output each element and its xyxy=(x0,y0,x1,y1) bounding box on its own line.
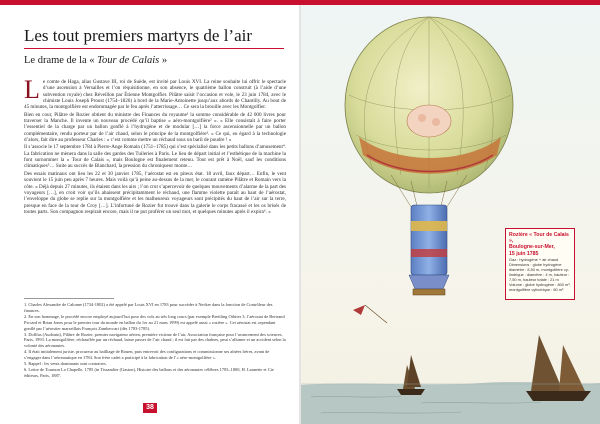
montgolfiere-cylinder xyxy=(411,205,447,275)
paragraph-text: e comte de Haga, alias Gustave III, roi de Suède, est invité par Louis XVI. La reine souhaite lui offrir le spectacle d’une ascension à Versailles et l’on réquisitionne, en son absence, le quatrième ballon construit (à l’aide d’une subvention royale) chez Réveillon par Étienne Montgolfier. Pilâtre saisit l’occasion et vole, le 23 juin 1784, avec le chimiste Louis Joseph Proust (1754–1826) à bord de la Marie-Antoinette jusqu’aux abords de Chantilly. Au bout de 45 minutes, la montgolfière est endommagée par le feu après l’atterrissage… Ce sera la brouille avec les Montgolfier. xyxy=(24,79,286,111)
article-body xyxy=(24,75,286,216)
caption-line: 7,50 m, hauteur totale : 21 m xyxy=(509,276,559,282)
cherub-medallion xyxy=(407,105,451,137)
section-subtitle xyxy=(24,55,167,66)
caption-box xyxy=(505,228,575,300)
subtitle-suffix: » xyxy=(159,55,168,66)
cherub-figure xyxy=(432,118,440,126)
subtitle-italic: Tour de Calais xyxy=(97,55,160,66)
page-title: Les tout premiers martyrs de l’air xyxy=(24,26,253,45)
footnote: 1. Charles Alexandre de Calonne (1734-1802) a été appelé par Louis XVI en 1783 pour succéder à Necker dans la fonction de Contrôleur des finances. xyxy=(24,302,273,313)
cylinder-skirt xyxy=(409,275,449,289)
caption-title: Rozière « Tour de Calais », xyxy=(509,232,569,245)
caption-title: Boulogne-sur-Mer, xyxy=(509,244,555,251)
footnote: 2. En son hommage, le procédé encore employé aujourd’hui pour des vols au très long cours (par exemple Breitling Orbiter 3, l’aérostat de Bertrand Piccard et Brian Jones pour le premier tour du monde en ballon du 1er au 21 mars 1999) est appelé aussi « rozière ». Cet aérostat est cependant gonflé par l’aérostier marseillais François Zambeccari (dès 1783-1785). xyxy=(24,313,285,331)
cherub-figure xyxy=(418,114,426,122)
caption-line: diamètre : 8,50 m, montgolfière cy- xyxy=(509,266,570,272)
paragraph: Des essais matinaux ont lieu les 22 et 30 janvier 1785, l’aérostat est en piteux état. 18 avril, faux départ… Enfin, le vent souvient le 15 juin peu après 7 heures. Mais voilà qu’à peine au-dessus de la mer, le courant ramène Pilâtre et Romain vers la côte. « Déjà depuis 27 minutes, ils étaient dans les airs ; l’on crut s’apercevoir de quelques mouvements d’alarme de la part des voyageurs […], en croit voir qu’ils abaissent précipitamment le réchaud, une flamme violette paraît au haut de l’aérostat, l’enveloppe du globe se replie sur la montgolfière et les malheureux voyageurs sont précipités du haut de l’air sur la terre, presque en face de la tour de Croy […]. L’infortuné de Rozier fut trouvé dans la galerie le corps fracassé et les os brisés de toutes parts. Son compagnon respirait encore, mais il ne put proférer un seul mot, et quelques minutes après il expira⁶. » xyxy=(24,170,286,215)
cylinder-ornament xyxy=(411,221,447,231)
caption-line: Volume : globe hydrogène : 800 m³, xyxy=(509,281,571,287)
balloon-illustration xyxy=(301,5,600,424)
caption-line: lindrique : diamètre : 4 m, hauteur : xyxy=(509,271,570,277)
caption-title: 15 juin 1785 xyxy=(509,250,539,257)
page-number: 38 xyxy=(143,403,157,413)
footnotes xyxy=(24,302,286,379)
paragraph xyxy=(24,75,286,111)
subtitle-prefix: Le drame de la « xyxy=(24,55,98,66)
caption-line: montgolfière cylindrique : 80 m³ xyxy=(509,286,564,292)
footnote: 4. Il était initialement juriste, procureur au bailliage de Rouen, puis entrevoit des configurations et commissionne ses aînées frères, avant de s’engager dans l’aéronautique en 1784. Son frère cadet a participé à la fabrication de l’« aéro-montgolfière ». xyxy=(24,349,270,361)
cylinder-ornament xyxy=(411,249,447,257)
paragraph: Il s’associe le 17 septembre 1784 à Pierre-Ange Romain (1751–1785) qui s’est spécialisé dans les petits ballons d’amusement⁴. La fabrication ne mènera dans la salle des gardes des Tuileries à Paris. Le lieu de départ initial et l’esthétique de la machine la font surnommer la « Tour de Calais », mais Boulogne est finalement retenu. Tout est prêt à Noël, sauf les conditions climatiques⁵… Suite au succès de Blanchard, la pression du chroniqueur monte… xyxy=(24,144,286,170)
gallery-basket xyxy=(413,289,445,295)
paragraph: Bien en cour, Pilâtre de Rozier obtient du ministre des Finances du royaume¹ la somme considérable de 42 000 livres pour traverser la Manche. Il invente un nouveau procédé qu’il baptise « aéro-montgolfière² ». « Elle consistait à faire porter l’essentiel de la charge par un ballon gonflé à l’hydrogène et de modular […] la force ascensionnelle par un ballon complémentaire, rendu porteur par de l’air chaud, selon le principe de la montgolfière³. » Ce qui, eu égard à la technologie d’alors, fait dire au professeur Charles : « c’est comme mettre un réchaud sous un baril de poudre ! » xyxy=(24,111,286,144)
footnotes-rule xyxy=(24,298,114,299)
footnote: 6. Lettre de Tournon La Chapelle, 1785 (in Tissandier (Gaston), Histoire des ballons et des aéronautes célèbres 1783–1800, H. Launette et Cie éditeurs, Paris, 1887. xyxy=(24,366,274,378)
drop-cap: L xyxy=(24,75,40,104)
footnote: 3. Dollfus (Audouin), Pilâtre de Rozier, premier navigateur aérien, première victime de l’air, Association française pour l’avancement des sciences, Paris, 1993. La montgolfière, réchauffée par un réchaud, laisse passer de l’air chaud ; il est fait par des chaînes, peut s’allumer et un accident selon la volonté des aéronautes. xyxy=(24,331,286,349)
caption-line: Gaz : hydrogène + air chaud xyxy=(509,256,559,262)
title-rule xyxy=(24,48,284,49)
footnote: 5. Rappel : les vents dominants sont contraires. xyxy=(24,361,107,367)
caption-line: Dimensions : globe hydrogène xyxy=(509,261,562,267)
